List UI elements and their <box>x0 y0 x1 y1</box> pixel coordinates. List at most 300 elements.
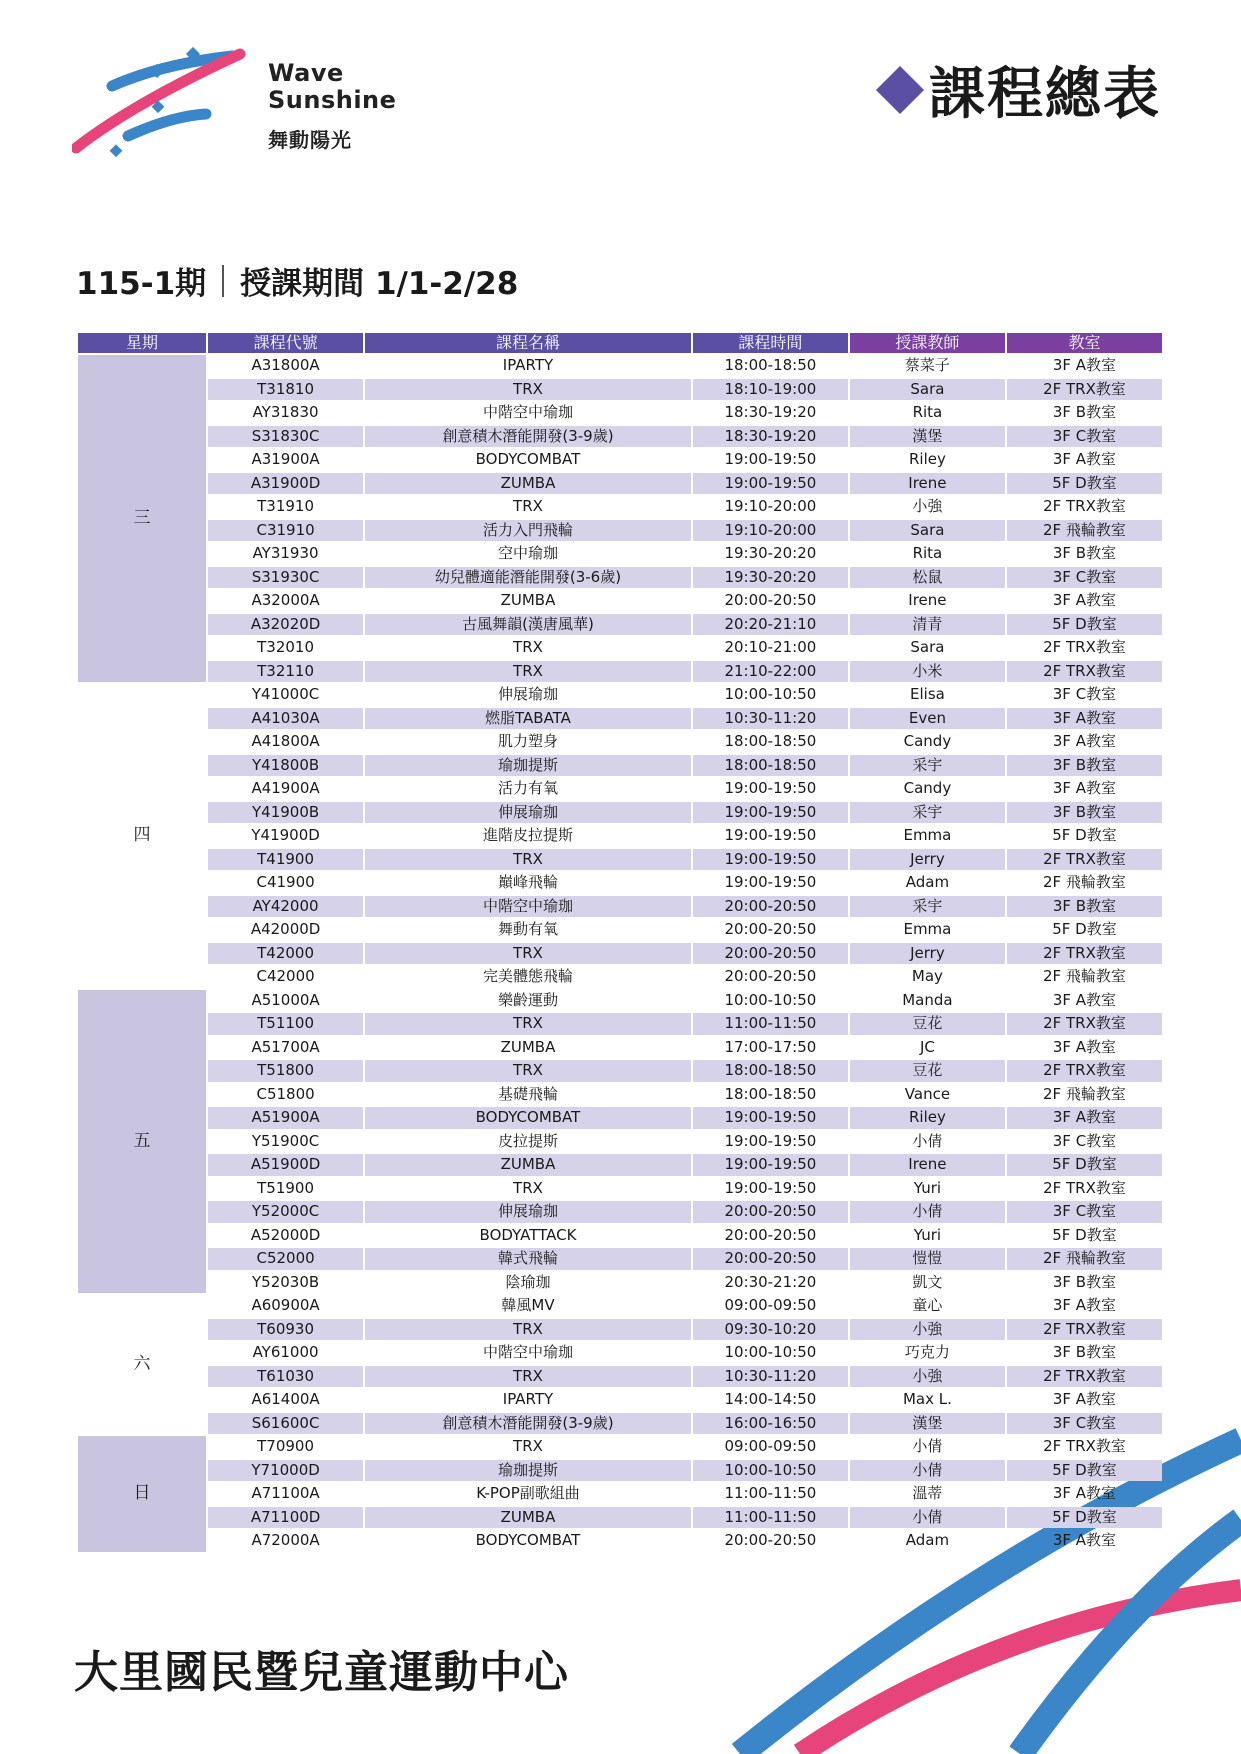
course-name-cell: 皮拉提斯 <box>497 1131 558 1150</box>
page-title <box>883 50 1161 130</box>
course-code-cell: A31800A <box>251 356 320 375</box>
classroom-cell: 3F A教室 <box>1052 591 1117 610</box>
course-time-cell: 19:00-19:50 <box>693 1107 848 1129</box>
teacher-cell: Yuri <box>913 1225 942 1244</box>
course-time-cell: 19:00-19:50 <box>693 849 848 871</box>
table-row <box>78 590 1162 612</box>
table-row <box>78 1436 1162 1458</box>
teacher-cell: Rita <box>912 403 943 422</box>
wave-sunshine-logo <box>72 44 252 162</box>
table-row <box>78 1272 1162 1294</box>
course-time-cell: 18:00-18:50 <box>724 356 817 375</box>
course-code-cell: T51900 <box>257 1178 315 1197</box>
classroom-cell: 2F TRX教室 <box>1007 1319 1162 1341</box>
course-code-cell: A51900D <box>208 1154 363 1176</box>
teacher-cell: Adam <box>905 1531 950 1550</box>
classroom-cell: 2F TRX教室 <box>1007 379 1162 401</box>
term-subtitle <box>76 258 518 303</box>
classroom-cell: 3F A教室 <box>1052 356 1117 375</box>
course-name-cell: 活力入門飛輪 <box>365 520 691 542</box>
course-code-cell: A41900A <box>251 779 320 798</box>
course-time-cell: 10:30-11:20 <box>693 708 848 730</box>
classroom-cell: 3F C教室 <box>1052 685 1117 704</box>
course-time-cell: 19:00-19:50 <box>724 826 817 845</box>
classroom-cell: 3F B教室 <box>1007 755 1162 777</box>
table-row <box>78 1248 1162 1270</box>
course-name-cell: TRX <box>365 849 691 871</box>
course-time-cell: 20:00-20:50 <box>693 1201 848 1223</box>
classroom-cell: 5F D教室 <box>1007 1460 1162 1482</box>
classroom-cell: 5F D教室 <box>1007 1154 1162 1176</box>
course-code-cell: C42000 <box>256 967 315 986</box>
classroom-cell: 2F TRX教室 <box>1007 1013 1162 1035</box>
table-row <box>78 637 1162 659</box>
course-name-cell: TRX <box>513 1437 543 1456</box>
course-code-cell: C41900 <box>256 873 315 892</box>
classroom-cell: 2F TRX教室 <box>1043 497 1126 516</box>
teacher-cell: 小倩 <box>850 1507 1005 1529</box>
classroom-cell: 3F B教室 <box>1052 1343 1117 1362</box>
classroom-cell: 2F 飛輪教室 <box>1042 873 1126 892</box>
table-row <box>78 1530 1162 1552</box>
table-row <box>78 966 1162 988</box>
course-name-cell: 創意積木潛能開發(3-9歲) <box>365 1413 691 1435</box>
teacher-cell: Adam <box>905 873 950 892</box>
teacher-cell: Manda <box>902 990 953 1009</box>
course-code-cell: T42000 <box>208 943 363 965</box>
day-cell: 五 <box>78 990 206 1294</box>
course-time-cell: 20:00-20:50 <box>724 967 817 986</box>
course-name-cell: IPARTY <box>502 1390 554 1409</box>
classroom-cell: 3F A教室 <box>1052 1037 1117 1056</box>
table-row <box>78 1389 1162 1411</box>
course-time-cell: 18:00-18:50 <box>693 755 848 777</box>
table-row <box>78 778 1162 800</box>
day-cell: 四 <box>133 825 151 846</box>
course-code-cell: A32020D <box>208 614 363 636</box>
table-row <box>78 1483 1162 1505</box>
schedule-table <box>76 331 1164 1554</box>
classroom-cell: 3F A教室 <box>1052 990 1117 1009</box>
teacher-cell: Emma <box>903 920 952 939</box>
teacher-cell: Even <box>850 708 1005 730</box>
course-time-cell: 19:10-20:00 <box>724 497 817 516</box>
teacher-cell: Elisa <box>910 685 945 704</box>
teacher-cell: Sara <box>910 638 945 657</box>
course-name-cell: ZUMBA <box>500 1037 556 1056</box>
table-row <box>78 1107 1162 1129</box>
course-code-cell: A52000D <box>250 1225 321 1244</box>
day-cell: 六 <box>133 1354 151 1374</box>
course-time-cell: 10:00-10:50 <box>724 990 817 1009</box>
teacher-cell: 凱文 <box>912 1272 943 1291</box>
brand-line-3: 舞動陽光 <box>268 128 352 152</box>
course-time-cell: 20:20-21:10 <box>693 614 848 636</box>
course-time-cell: 10:30-11:20 <box>693 1366 848 1388</box>
classroom-cell: 3F A教室 <box>1052 1390 1117 1409</box>
table-row <box>78 402 1162 424</box>
course-time-cell: 20:00-20:50 <box>693 1248 848 1270</box>
course-code-cell: A51700A <box>251 1037 320 1056</box>
course-time-cell: 19:00-19:50 <box>693 473 848 495</box>
table-row <box>78 661 1162 683</box>
diamond-icon <box>876 66 924 114</box>
teacher-cell: Irene <box>850 1154 1005 1176</box>
course-time-cell: 18:30-19:20 <box>724 403 817 422</box>
table-row <box>78 567 1162 589</box>
course-time-cell: 20:00-20:50 <box>724 1531 817 1550</box>
header-course: 課程名稱 <box>365 333 691 353</box>
course-time-cell: 17:00-17:50 <box>724 1037 817 1056</box>
day-cell: 三 <box>78 355 206 682</box>
teacher-cell: Riley <box>908 450 946 469</box>
course-code-cell: A31900D <box>208 473 363 495</box>
course-time-cell: 20:00-20:50 <box>724 591 817 610</box>
term-label: 115-1期 <box>76 266 207 302</box>
table-row <box>78 919 1162 941</box>
subtitle-divider <box>222 265 224 297</box>
table-row <box>78 1295 1162 1317</box>
course-time-cell: 20:00-20:50 <box>724 920 817 939</box>
course-time-cell: 19:30-20:20 <box>693 567 848 589</box>
header-teacher: 授課教師 <box>850 333 1005 353</box>
course-time-cell: 11:00-11:50 <box>693 1507 848 1529</box>
course-name-cell: TRX <box>365 943 691 965</box>
table-row <box>78 1507 1162 1529</box>
course-time-cell: 11:00-11:50 <box>693 1013 848 1035</box>
course-time-cell: 18:30-19:20 <box>693 426 848 448</box>
classroom-cell: 3F C教室 <box>1007 426 1162 448</box>
course-code-cell: A51000A <box>251 990 320 1009</box>
course-code-cell: Y41800B <box>208 755 363 777</box>
table-row <box>78 543 1162 565</box>
table-row <box>78 755 1162 777</box>
table-row <box>78 802 1162 824</box>
term-period: 授課期間 1/1-2/28 <box>240 266 519 302</box>
table-row <box>78 872 1162 894</box>
teacher-cell: 小強 <box>850 1319 1005 1341</box>
course-code-cell: S31930C <box>208 567 363 589</box>
table-row <box>78 731 1162 753</box>
table-row <box>78 1037 1162 1059</box>
course-name-cell: 樂齡運動 <box>497 990 558 1009</box>
course-name-cell: 瑜珈提斯 <box>365 1460 691 1482</box>
course-time-cell: 20:30-21:20 <box>724 1272 817 1291</box>
classroom-cell: 3F A教室 <box>1052 1296 1117 1315</box>
header-time: 課程時間 <box>693 333 848 353</box>
course-time-cell: 18:00-18:50 <box>724 732 817 751</box>
classroom-cell: 5F D教室 <box>1007 473 1162 495</box>
course-name-cell: ZUMBA <box>500 591 556 610</box>
course-name-cell: TRX <box>513 1178 543 1197</box>
course-name-cell: TRX <box>365 1366 691 1388</box>
table-row <box>78 1319 1162 1341</box>
course-code-cell: A72000A <box>251 1531 320 1550</box>
course-name-cell: BODYATTACK <box>479 1225 577 1244</box>
table-row <box>78 990 1162 1012</box>
page-title-text: 課程總表 <box>929 62 1161 127</box>
classroom-cell: 2F TRX教室 <box>1007 1366 1162 1388</box>
classroom-cell: 3F A教室 <box>1052 779 1117 798</box>
course-time-cell: 09:30-10:20 <box>693 1319 848 1341</box>
table-row <box>78 943 1162 965</box>
course-name-cell: 韓式飛輪 <box>365 1248 691 1270</box>
brand-line-1: Wave <box>268 59 344 87</box>
course-code-cell: T61030 <box>208 1366 363 1388</box>
teacher-cell: Rita <box>912 544 943 563</box>
course-time-cell: 19:30-20:20 <box>724 544 817 563</box>
table-row <box>78 520 1162 542</box>
course-time-cell: 19:00-19:50 <box>724 873 817 892</box>
course-name-cell: 伸展瑜珈 <box>365 1201 691 1223</box>
course-code-cell: A31900A <box>251 450 320 469</box>
header-code: 課程代號 <box>208 333 363 353</box>
course-code-cell: A51900A <box>208 1107 363 1129</box>
classroom-cell: 3F C教室 <box>1007 567 1162 589</box>
table-row <box>78 355 1162 377</box>
teacher-cell: 漢堡 <box>850 426 1005 448</box>
teacher-cell: 溫蒂 <box>912 1484 943 1503</box>
teacher-cell: 巧克力 <box>904 1343 950 1362</box>
classroom-cell: 5F D教室 <box>1052 1225 1117 1244</box>
teacher-cell: 小強 <box>850 1366 1005 1388</box>
teacher-cell: Irene <box>908 591 947 610</box>
teacher-cell: 豆花 <box>850 1060 1005 1082</box>
teacher-cell: 采宇 <box>850 755 1005 777</box>
course-code-cell: T41900 <box>208 849 363 871</box>
course-name-cell: TRX <box>365 1319 691 1341</box>
course-name-cell: TRX <box>513 497 543 516</box>
teacher-cell: Max L. <box>902 1390 952 1409</box>
course-time-cell: 19:00-19:50 <box>724 1131 817 1150</box>
course-name-cell: 創意積木潛能開發(3-9歲) <box>365 426 691 448</box>
classroom-cell: 3F B教室 <box>1052 544 1117 563</box>
course-code-cell: A41800A <box>251 732 320 751</box>
course-name-cell: 活力有氧 <box>497 779 558 798</box>
teacher-cell: 小倩 <box>912 1131 943 1150</box>
course-code-cell: S61600C <box>208 1413 363 1435</box>
course-code-cell: T31810 <box>208 379 363 401</box>
table-row <box>78 1413 1162 1435</box>
brand-line-2: Sunshine <box>268 86 397 114</box>
course-time-cell: 10:00-10:50 <box>724 1343 817 1362</box>
teacher-cell: 蔡菜子 <box>904 356 950 375</box>
course-name-cell: BODYCOMBAT <box>475 450 581 469</box>
course-name-cell: 肌力塑身 <box>497 732 558 751</box>
course-name-cell: IPARTY <box>502 356 554 375</box>
course-time-cell: 18:10-19:00 <box>693 379 848 401</box>
classroom-cell: 3F C教室 <box>1052 1131 1117 1150</box>
table-row <box>78 708 1162 730</box>
course-time-cell: 10:00-10:50 <box>693 1460 848 1482</box>
table-row <box>78 1342 1162 1364</box>
classroom-cell: 5F D教室 <box>1052 826 1117 845</box>
course-name-cell: 陰瑜珈 <box>505 1272 551 1291</box>
classroom-cell: 5F D教室 <box>1007 1507 1162 1529</box>
course-time-cell: 20:00-20:50 <box>724 1225 817 1244</box>
course-name-cell: 舞動有氧 <box>497 920 558 939</box>
course-code-cell: A42000D <box>250 920 321 939</box>
course-name-cell: BODYCOMBAT <box>475 1531 581 1550</box>
table-row <box>78 825 1162 847</box>
table-row <box>78 1013 1162 1035</box>
course-time-cell: 20:10-21:00 <box>724 638 817 657</box>
course-code-cell: T32110 <box>208 661 363 683</box>
course-code-cell: T32010 <box>257 638 315 657</box>
course-name-cell: TRX <box>365 379 691 401</box>
course-time-cell: 19:00-19:50 <box>724 450 817 469</box>
table-row <box>78 684 1162 706</box>
teacher-cell: Candy <box>903 779 952 798</box>
course-time-cell: 19:00-19:50 <box>724 1178 817 1197</box>
classroom-cell: 5F D教室 <box>1007 614 1162 636</box>
teacher-cell: 愷愷 <box>850 1248 1005 1270</box>
table-row <box>78 1225 1162 1247</box>
course-name-cell: 伸展瑜珈 <box>497 685 558 704</box>
course-name-cell: K-POP副歌組曲 <box>476 1484 580 1503</box>
teacher-cell: Candy <box>903 732 952 751</box>
table-row <box>78 1060 1162 1082</box>
course-code-cell: AY31930 <box>252 544 319 563</box>
teacher-cell: 小米 <box>850 661 1005 683</box>
course-time-cell: 20:00-20:50 <box>693 896 848 918</box>
classroom-cell: 3F A教室 <box>1007 1107 1162 1129</box>
course-code-cell: Y51900C <box>251 1131 320 1150</box>
course-name-cell: 基礎飛輪 <box>497 1084 558 1103</box>
brand-name <box>268 60 396 153</box>
course-name-cell: ZUMBA <box>365 1507 691 1529</box>
classroom-cell: 3F B教室 <box>1052 403 1117 422</box>
classroom-cell: 3F C教室 <box>1007 1201 1162 1223</box>
classroom-cell: 2F TRX教室 <box>1043 1437 1126 1456</box>
course-time-cell: 09:00-09:50 <box>724 1296 817 1315</box>
course-code-cell: C31910 <box>208 520 363 542</box>
table-row <box>78 496 1162 518</box>
course-name-cell: 進階皮拉提斯 <box>482 826 573 845</box>
teacher-cell: Jerry <box>850 849 1005 871</box>
course-code-cell: Y52000C <box>208 1201 363 1223</box>
course-time-cell: 18:00-18:50 <box>724 1084 817 1103</box>
course-code-cell: AY61000 <box>252 1343 319 1362</box>
course-code-cell: A41030A <box>208 708 363 730</box>
teacher-cell: Yuri <box>913 1178 942 1197</box>
venue-name: 大里國民暨兒童運動中心 <box>74 1647 569 1698</box>
course-time-cell: 20:00-20:50 <box>693 943 848 965</box>
teacher-cell: Sara <box>850 379 1005 401</box>
course-code-cell: A32000A <box>251 591 320 610</box>
teacher-cell: Irene <box>850 473 1005 495</box>
table-row <box>78 1131 1162 1153</box>
teacher-cell: 童心 <box>912 1296 943 1315</box>
table-header <box>78 333 1162 353</box>
classroom-cell: 2F 飛輪教室 <box>1042 1084 1126 1103</box>
course-time-cell: 19:10-20:00 <box>693 520 848 542</box>
course-name-cell: 巔峰飛輪 <box>497 873 558 892</box>
course-name-cell: 燃脂TABATA <box>365 708 691 730</box>
course-code-cell: T31910 <box>257 497 315 516</box>
course-code-cell: T51800 <box>208 1060 363 1082</box>
classroom-cell: 2F TRX教室 <box>1043 638 1126 657</box>
classroom-cell: 2F TRX教室 <box>1007 661 1162 683</box>
course-code-cell: Y41900D <box>251 826 320 845</box>
teacher-cell: 小倩 <box>850 1201 1005 1223</box>
teacher-cell: 小倩 <box>912 1437 943 1456</box>
course-code-cell: A60900A <box>251 1296 320 1315</box>
teacher-cell: 豆花 <box>850 1013 1005 1035</box>
course-name-cell: ZUMBA <box>365 473 691 495</box>
course-code-cell: C52000 <box>208 1248 363 1270</box>
classroom-cell: 3F A教室 <box>1052 450 1117 469</box>
course-time-cell: 11:00-11:50 <box>724 1484 817 1503</box>
classroom-cell: 2F TRX教室 <box>1007 1060 1162 1082</box>
course-code-cell: AY42000 <box>208 896 363 918</box>
course-code-cell: A61400A <box>251 1390 320 1409</box>
day-cell: 日 <box>78 1436 206 1552</box>
classroom-cell: 3F C教室 <box>1007 1413 1162 1435</box>
teacher-cell: 漢堡 <box>850 1413 1005 1435</box>
course-name-cell: 空中瑜珈 <box>497 544 558 563</box>
course-code-cell: S31830C <box>208 426 363 448</box>
course-code-cell: Y41900B <box>208 802 363 824</box>
course-name-cell: 中階空中瑜珈 <box>365 896 691 918</box>
course-name-cell: 瑜珈提斯 <box>365 755 691 777</box>
classroom-cell: 3F A教室 <box>1007 708 1162 730</box>
course-code-cell: Y52030B <box>251 1272 320 1291</box>
classroom-cell: 3F A教室 <box>1052 732 1117 751</box>
classroom-cell: 3F B教室 <box>1007 896 1162 918</box>
course-name-cell: TRX <box>365 1013 691 1035</box>
classroom-cell: 2F 飛輪教室 <box>1007 1248 1162 1270</box>
table-row <box>78 379 1162 401</box>
course-time-cell: 09:00-09:50 <box>724 1437 817 1456</box>
table-row <box>78 614 1162 636</box>
teacher-cell: Jerry <box>850 943 1005 965</box>
table-row <box>78 896 1162 918</box>
classroom-cell: 2F TRX教室 <box>1007 849 1162 871</box>
course-code-cell: T51100 <box>208 1013 363 1035</box>
course-time-cell: 18:00-18:50 <box>693 1060 848 1082</box>
course-name-cell: 古風舞韻(漢唐風華) <box>365 614 691 636</box>
classroom-cell: 3F B教室 <box>1007 802 1162 824</box>
teacher-cell: 小倩 <box>850 1460 1005 1482</box>
table-row <box>78 426 1162 448</box>
teacher-cell: Sara <box>850 520 1005 542</box>
teacher-cell: Riley <box>850 1107 1005 1129</box>
table-row <box>78 449 1162 471</box>
classroom-cell: 3F A教室 <box>1052 1484 1117 1503</box>
course-name-cell: ZUMBA <box>365 1154 691 1176</box>
course-time-cell: 21:10-22:00 <box>693 661 848 683</box>
teacher-cell: 采宇 <box>850 802 1005 824</box>
course-code-cell: C51800 <box>256 1084 315 1103</box>
classroom-cell: 3F A教室 <box>1052 1531 1117 1550</box>
course-time-cell: 19:00-19:50 <box>693 1154 848 1176</box>
table-row <box>78 1178 1162 1200</box>
table-row <box>78 849 1162 871</box>
course-time-cell: 14:00-14:50 <box>724 1390 817 1409</box>
teacher-cell: 采宇 <box>850 896 1005 918</box>
classroom-cell: 2F 飛輪教室 <box>1007 520 1162 542</box>
course-name-cell: BODYCOMBAT <box>365 1107 691 1129</box>
course-name-cell: 韓風MV <box>501 1296 555 1315</box>
course-name-cell: 中階空中瑜珈 <box>482 1343 573 1362</box>
classroom-cell: 3F B教室 <box>1052 1272 1117 1291</box>
course-name-cell: TRX <box>513 638 543 657</box>
table-row <box>78 1154 1162 1176</box>
course-code-cell: Y41000C <box>251 685 320 704</box>
course-code-cell: Y71000D <box>208 1460 363 1482</box>
table-row <box>78 1201 1162 1223</box>
